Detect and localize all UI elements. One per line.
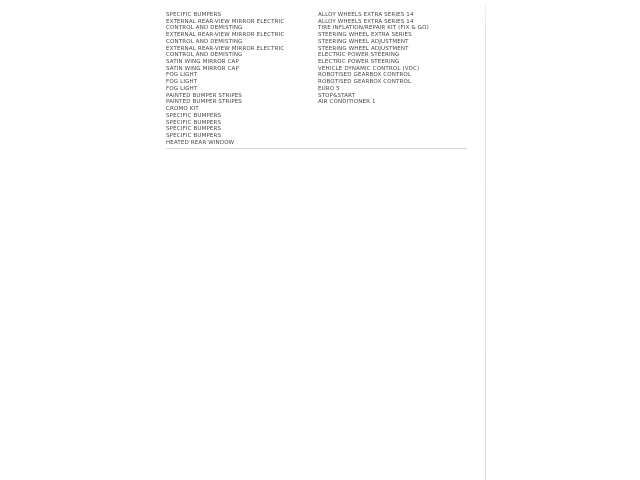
equipment-list-item: SATIN WING MIRROR CAP bbox=[166, 59, 239, 66]
equipment-list-item: ELECTRIC POWER STEERING bbox=[318, 59, 400, 66]
equipment-list-item: ROBOTISED GEARBOX CONTROL bbox=[318, 79, 412, 86]
equipment-list-right-column bbox=[318, 12, 429, 106]
equipment-list-item: HEATED REAR WINDOW bbox=[166, 139, 235, 146]
equipment-list-item: FOG LIGHT bbox=[166, 85, 198, 92]
equipment-list-item: FOG LIGHT bbox=[166, 72, 198, 79]
equipment-list-item: EXTERNAL REAR-VIEW MIRROR ELECTRIC bbox=[166, 45, 285, 52]
equipment-list-item: SPECIFIC BUMPERS bbox=[166, 112, 222, 119]
equipment-list-item: ALLOY WHEELS EXTRA SERIES 14 bbox=[318, 12, 414, 18]
equipment-list-item: AIR CONDITIONER 1 bbox=[318, 99, 376, 106]
equipment-list-item: EXTERNAL REAR-VIEW MIRROR ELECTRIC bbox=[166, 18, 285, 25]
equipment-list-item: CONTROL AND DEMISTING bbox=[166, 52, 243, 59]
equipment-list-item: SPECIFIC BUMPERS bbox=[166, 119, 222, 126]
equipment-list-item: EURO 5 bbox=[318, 85, 340, 92]
equipment-list-item: SATIN WING MIRROR CAP bbox=[166, 65, 239, 72]
equipment-list-item: STOP&START bbox=[318, 92, 356, 99]
equipment-list-item: FOG LIGHT bbox=[166, 79, 198, 86]
equipment-list-item: ALLOY WHEELS EXTRA SERIES 14 bbox=[318, 18, 414, 25]
equipment-list-item: ROBOTISED GEARBOX CONTROL bbox=[318, 72, 412, 79]
equipment-list-item: ELECTRIC POWER STEERING bbox=[318, 52, 400, 59]
equipment-list-left-column bbox=[166, 12, 284, 146]
equipment-list-item: SPECIFIC BUMPERS bbox=[166, 126, 222, 133]
equipment-list-item: EXTERNAL REAR-VIEW MIRROR ELECTRIC bbox=[166, 32, 285, 39]
equipment-list-item: PAINTED BUMPER STRIPES bbox=[166, 99, 243, 106]
equipment-list-item: PAINTED BUMPER STRIPES bbox=[166, 92, 243, 99]
equipment-list-item: CONTROL AND DEMISTING bbox=[166, 38, 243, 45]
section-divider-line bbox=[166, 148, 467, 149]
equipment-list-item: TIRE INFLATION/REPAIR KIT (FIX & GO) bbox=[318, 25, 429, 32]
equipment-list-item: STEERING WHEEL ADJUSTMENT bbox=[318, 38, 409, 45]
equipment-list-item: CONTROL AND DEMISTING bbox=[166, 25, 243, 32]
equipment-list-item: CROMO KIT bbox=[166, 106, 199, 113]
equipment-list-item: VEHICLE DYNAMIC CONTROL (VDC) bbox=[318, 65, 420, 72]
equipment-list-item: STEERING WHEEL EXTRA SERIES bbox=[318, 32, 412, 39]
page-edge-line bbox=[485, 4, 486, 480]
equipment-list-item: SPECIFIC BUMPERS bbox=[166, 12, 222, 18]
equipment-list-item: SPECIFIC BUMPERS bbox=[166, 132, 222, 139]
equipment-list-item: STEERING WHEEL ADJUSTMENT bbox=[318, 45, 409, 52]
